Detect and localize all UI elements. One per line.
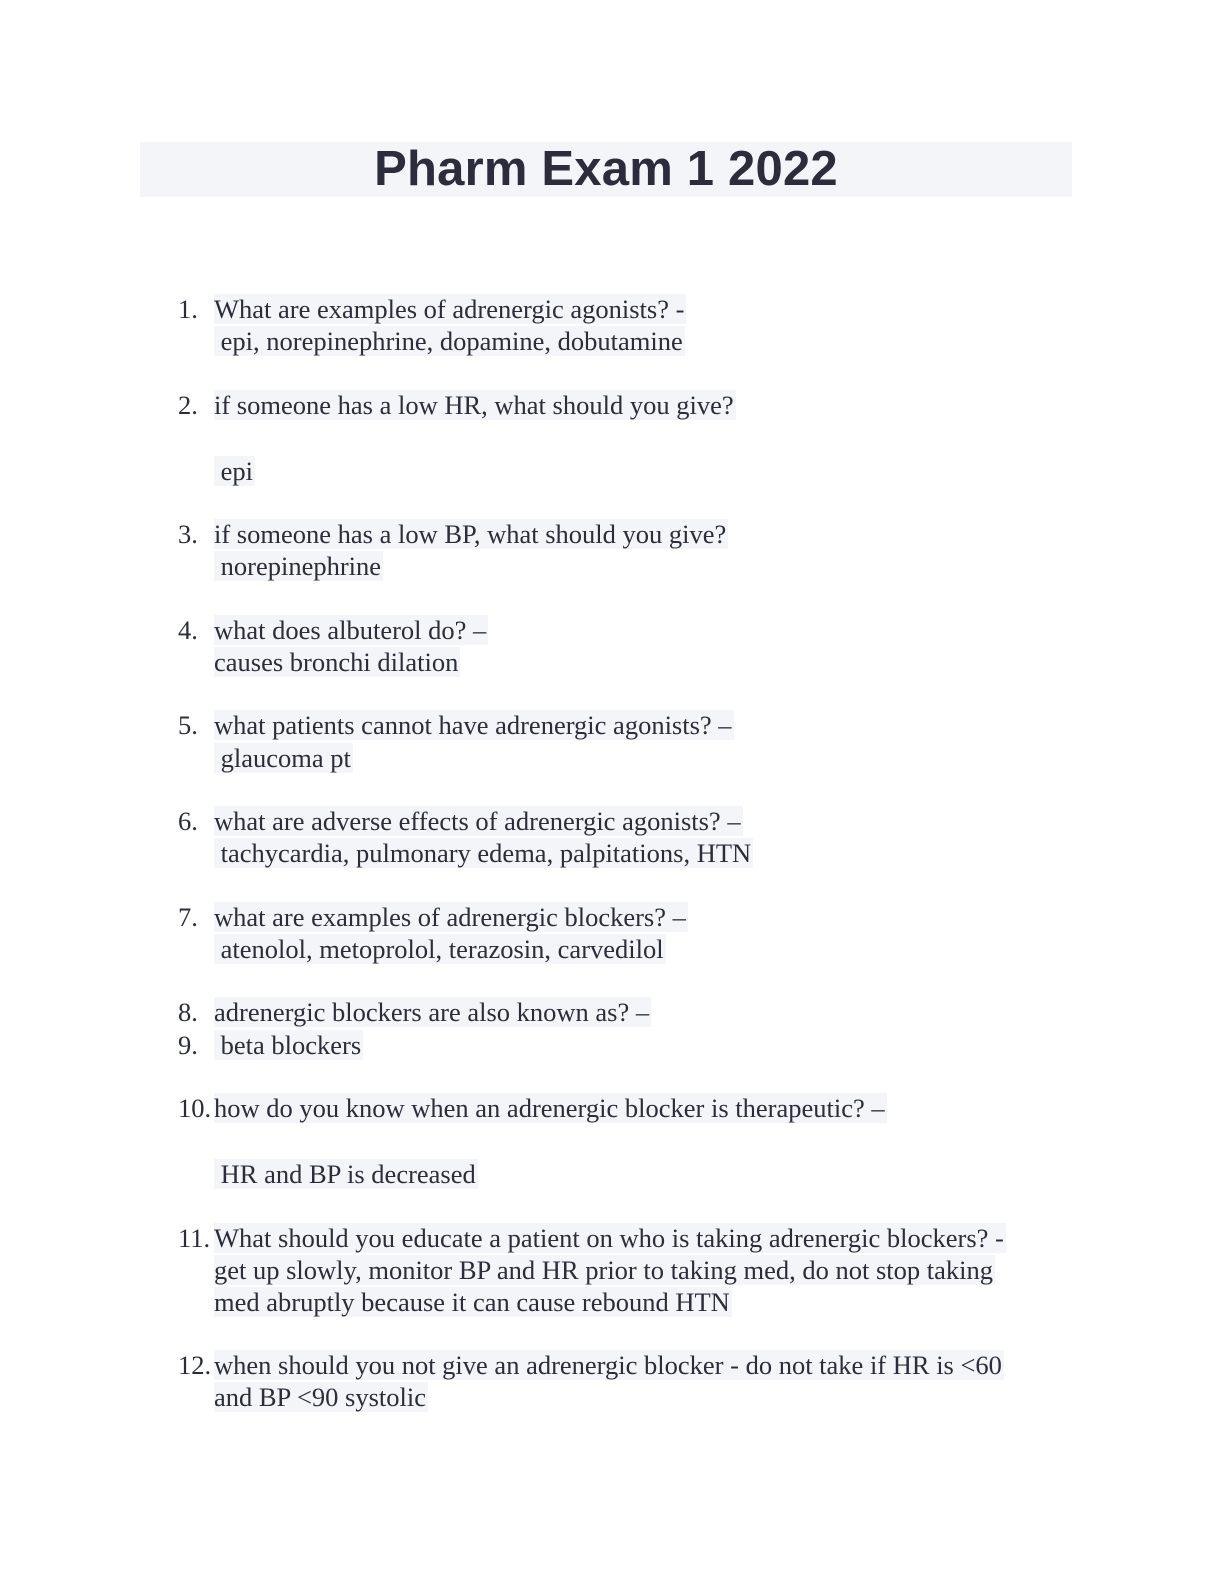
- question-number: 1.: [178, 294, 198, 324]
- question-text: [214, 805, 743, 837]
- answer-line: atenolol, metoprolol, terazosin, carvedilol: [214, 934, 664, 964]
- question-line: when should you not give an adrenergic blocker - do not take if HR is <60: [214, 1350, 1002, 1380]
- answer-line: causes bronchi dilation: [214, 647, 459, 677]
- answer-text: [214, 550, 383, 582]
- question-number: 6.: [178, 806, 198, 836]
- question-text: [214, 709, 734, 741]
- question-number: 12.: [178, 1350, 212, 1380]
- answer-text: [214, 646, 460, 678]
- question-line: what are examples of adrenergic blockers? –: [214, 902, 686, 932]
- question-line: if someone has a low BP, what should you give?: [214, 519, 727, 549]
- document-title: Pharm Exam 1 2022: [374, 142, 838, 196]
- answer-line: epi: [214, 456, 253, 486]
- answer-text: [214, 325, 685, 357]
- answer-text: [214, 933, 666, 965]
- answer-text: [214, 742, 353, 774]
- question-line: what does albuterol do? –: [214, 615, 487, 645]
- answer-text: [214, 1158, 478, 1190]
- question-text: [214, 389, 736, 421]
- question-line: how do you know when an adrenergic blocker is therapeutic? –: [214, 1093, 885, 1123]
- question-number: 4.: [178, 615, 198, 645]
- question-line: adrenergic blockers are also known as? –: [214, 997, 650, 1027]
- question-line: if someone has a low HR, what should you give?: [214, 390, 734, 420]
- question-text: [214, 1092, 887, 1124]
- answer-line: med abruptly because it can cause rebound HTN: [214, 1287, 730, 1317]
- question-text: [214, 518, 728, 550]
- answer-text: [214, 837, 753, 869]
- title-bar: [140, 142, 1072, 197]
- answer-text: [214, 1286, 732, 1318]
- answer-line: norepinephrine: [214, 551, 382, 581]
- question-number: 8.: [178, 997, 198, 1027]
- question-number: 11.: [178, 1223, 211, 1253]
- question-line: What should you educate a patient on who is taking adrenergic blockers? -: [214, 1223, 1004, 1253]
- question-text: [214, 293, 686, 325]
- question-number: 7.: [178, 902, 198, 932]
- question-number: 10.: [178, 1093, 212, 1123]
- question-line: what are adverse effects of adrenergic agonists? –: [214, 806, 741, 836]
- answer-line: tachycardia, pulmonary edema, palpitations, HTN: [214, 838, 752, 868]
- answer-line: beta blockers: [214, 1030, 362, 1060]
- answer-line: HR and BP is decreased: [214, 1159, 476, 1189]
- answer-line: epi, norepinephrine, dopamine, dobutamine: [214, 326, 683, 356]
- answer-line: glaucoma pt: [214, 743, 351, 773]
- answer-line: get up slowly, monitor BP and HR prior to taking med, do not stop taking: [214, 1255, 994, 1285]
- answer-text: [214, 455, 255, 487]
- question-text: [214, 901, 688, 933]
- question-line: What are examples of adrenergic agonists? -: [214, 294, 685, 324]
- question-text: [214, 614, 488, 646]
- question-number: 2.: [178, 390, 198, 420]
- question-number: 3.: [178, 519, 198, 549]
- answer-text: [214, 1254, 995, 1286]
- question-number: 9.: [178, 1030, 198, 1060]
- question-text: [214, 1349, 1004, 1381]
- question-number: 5.: [178, 710, 198, 740]
- question-line: what patients cannot have adrenergic agonists? –: [214, 710, 732, 740]
- answer-text: [214, 1029, 363, 1061]
- answer-text: [214, 1381, 428, 1413]
- answer-line: and BP <90 systolic: [214, 1382, 426, 1412]
- question-text: [214, 996, 651, 1028]
- question-text: [214, 1222, 1006, 1254]
